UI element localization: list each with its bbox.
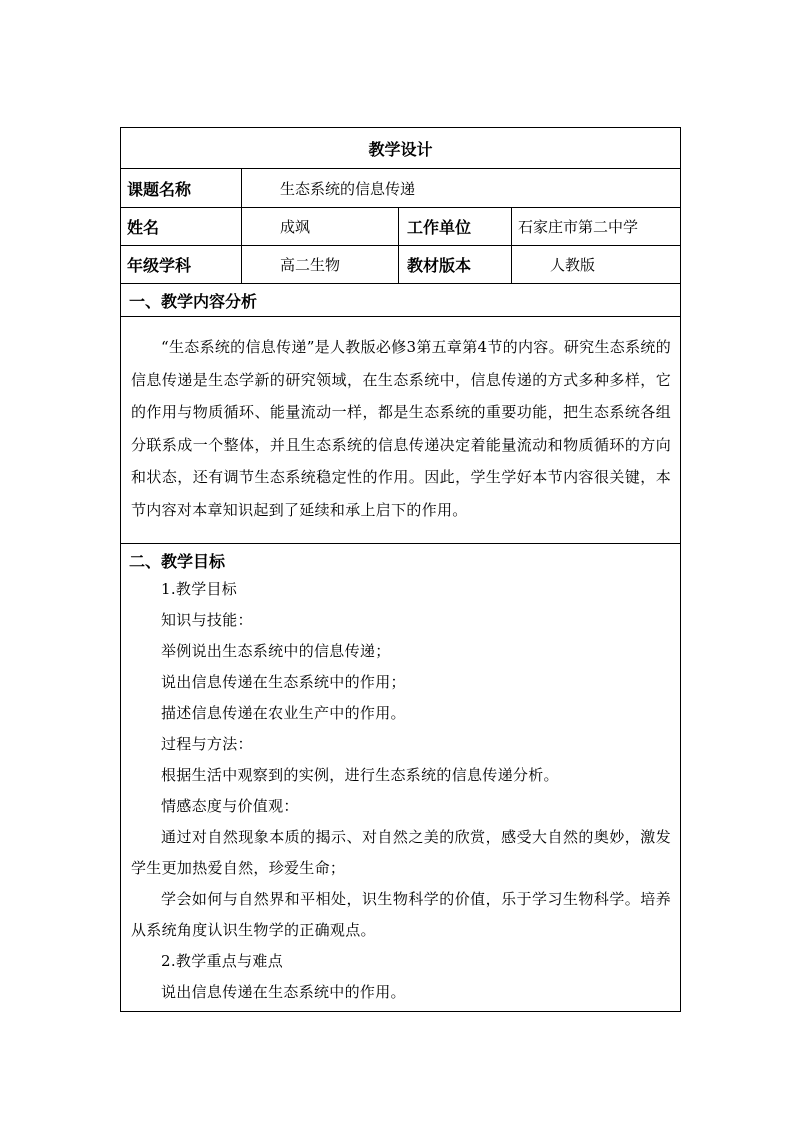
- goals-line: 举例说出生态系统中的信息传递；: [161, 642, 391, 660]
- section2-heading-row: [121, 544, 680, 574]
- goals-line: 情感态度与价值观：: [161, 797, 299, 815]
- edition-label: [398, 246, 511, 283]
- unit-label: [398, 208, 511, 245]
- grade-value: [241, 246, 398, 283]
- section2-body-row: [121, 574, 680, 1011]
- goals-line: 2.教学重点与难点: [161, 952, 284, 970]
- document-title: 教学设计: [368, 139, 433, 159]
- grade-row: [121, 246, 680, 284]
- unit-label-text: 工作单位: [407, 218, 472, 237]
- section2-heading: 二、教学目标: [129, 552, 226, 571]
- goals-line: 知识与技能：: [161, 611, 253, 629]
- goals-line: 说出信息传递在生态系统中的作用；: [161, 673, 406, 691]
- edition-label-text: 教材版本: [407, 256, 472, 275]
- goals-line: 过程与方法：: [161, 735, 253, 753]
- section1-heading: 一、教学内容分析: [129, 291, 258, 311]
- goals-line: 根据生活中观察到的实例，进行生态系统的信息传递分析。: [161, 766, 559, 784]
- section1-body-row: [121, 317, 680, 544]
- unit-value-text: 石家庄市第二中学: [518, 218, 639, 236]
- name-value: [241, 208, 398, 245]
- course-value: [241, 169, 681, 207]
- course-row: [121, 169, 680, 208]
- edition-value: [511, 246, 681, 283]
- goals-line: 学会如何与自然界和平相处，识生物科学的价值，乐于学习生物科学。培养从系统角度认识生物学的正确观点。: [131, 890, 671, 939]
- section1-heading-row: [121, 284, 680, 317]
- goals-line: 通过对自然现象本质的揭示、对自然之美的欣赏，感受大自然的奥妙，激发学生更加热爱自然，珍爱生命；: [131, 828, 671, 877]
- name-label: 姓名: [127, 218, 160, 237]
- grade-value-text: 高二生物: [280, 256, 341, 274]
- section1-paragraph: “生态系统的信息传递”是人教版必修3第五章第4节的内容。研究生态系统的信息传递是生态学新的研究领域，在生态系统中，信息传递的方式多种多样，它的作用与物质循环、能量流动一样，都是生态系统的重要功能，把生态系统各组分联系成一个整体，并且生态系统的信息传递决定着能量流动和物质循环的方向和状态，还有调节生态系统稳定性的作用。因此，学生学好本节内容很关键，本节内容对本章知识起到了延续和承上启下的作用。: [131, 338, 671, 519]
- edition-value-text: 人教版: [550, 256, 596, 274]
- goals-line: 描述信息传递在农业生产中的作用。: [161, 704, 406, 722]
- course-label: 课题名称: [127, 179, 192, 199]
- course-value-text: 生态系统的信息传递: [280, 179, 416, 198]
- unit-value: [511, 208, 681, 245]
- grade-label: 年级学科: [127, 256, 192, 275]
- name-row: [121, 208, 680, 246]
- title-row: [121, 128, 680, 169]
- goals-line: 说出信息传递在生态系统中的作用。: [161, 983, 406, 1001]
- goals-line: 1.教学目标: [161, 580, 238, 598]
- goals-list: [131, 574, 671, 1008]
- lesson-plan-table: [120, 127, 681, 1012]
- name-value-text: 成飒: [280, 218, 311, 236]
